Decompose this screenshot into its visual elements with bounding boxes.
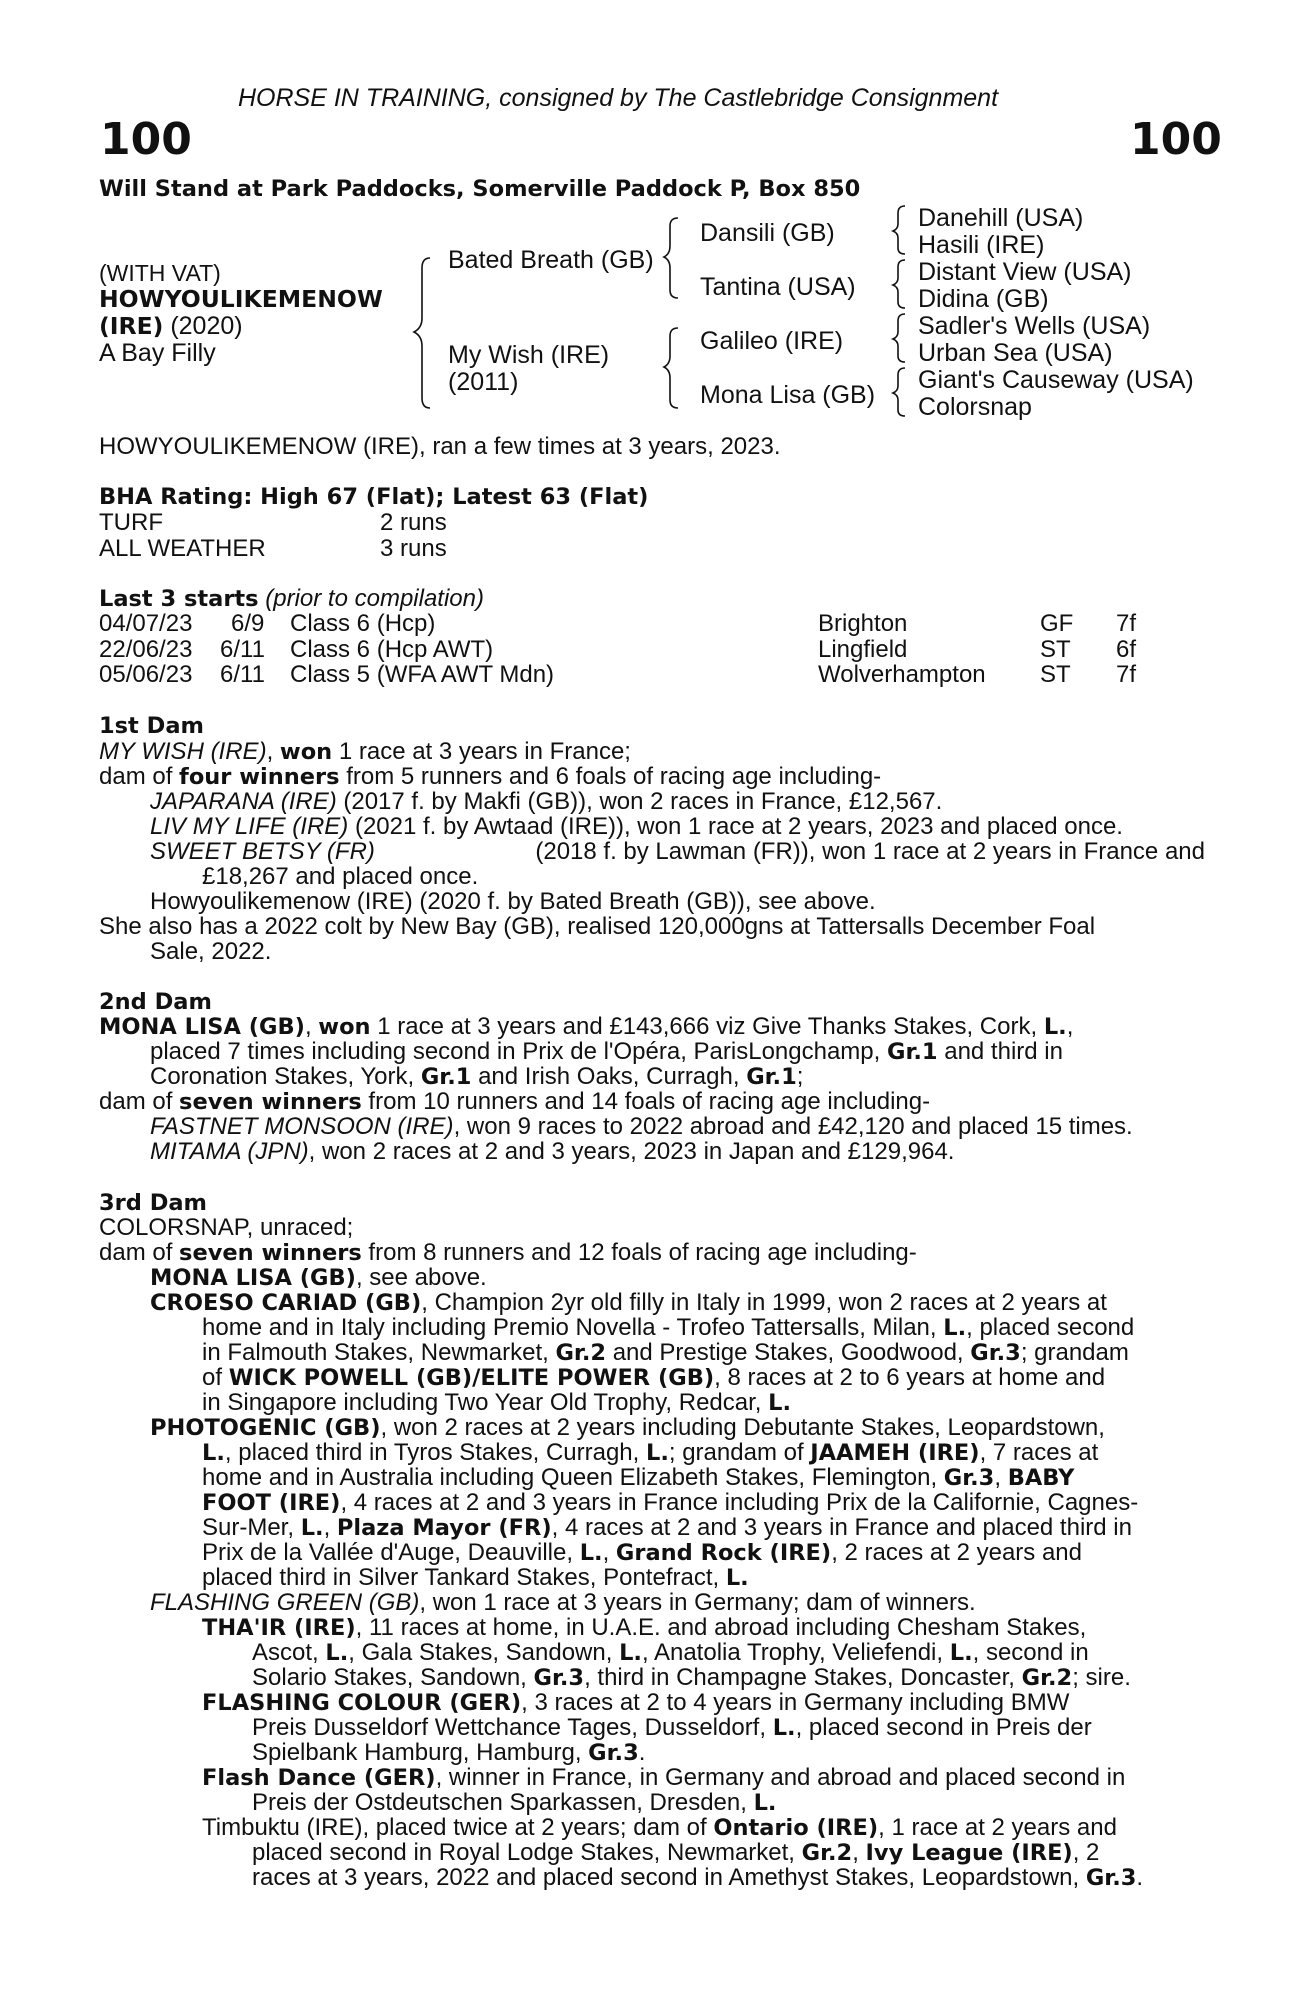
pedigree-ssd: Hasili (IRE) [918,231,1045,259]
dam3-photo-5: Sur-Mer, L., Plaza Mayor (FR), 4 races at 2 and 3 years in France and placed third in [202,1514,1132,1541]
dam3-photo-4: FOOT (IRE), 4 races at 2 and 3 years in France including Prix de la Californie, Cagnes- [202,1489,1139,1516]
horse-sex: A Bay Filly [99,339,216,367]
dam3-photo-2: L., placed third in Tyros Stakes, Curragh, L.; grandam of JAAMEH (IRE), 7 races at [202,1439,1099,1466]
start-distance: 6f [1116,636,1137,663]
dam1-progeny-3b: £18,267 and placed once. [202,863,479,890]
dam1-winners: four winners [179,764,340,790]
dam3-croeso-3: in Falmouth Stakes, Newmarket, Gr.2 and Prestige Stakes, Goodwood, Gr.3; grandam [202,1339,1129,1366]
dam3-croeso-4: of WICK POWELL (GB)/ELITE POWER (GB), 8 races at 2 to 6 years at home and [202,1364,1106,1391]
start-distance: 7f [1116,661,1137,688]
pedigree-dam-sire: Galileo (IRE) [700,327,844,355]
dam3-photo-1: PHOTOGENIC (GB), won 2 races at 2 years including Debutante Stakes, Leopardstown, [150,1414,1105,1441]
dam3-photo-6: Prix de la Vallée d'Auge, Deauville, L., Grand Rock (IRE), 2 races at 2 years and [202,1539,1082,1566]
dam1-progeny-3: SWEET BETSY (FR) (2018 f. by Lawman (FR)), won 1 race at 2 years in France and [150,838,1205,865]
vat-note: (WITH VAT) [99,260,221,286]
pedigree-sire-dam: Tantina (USA) [700,273,856,301]
starts-title: Last 3 starts [99,586,259,612]
dam3-name: COLORSNAP, unraced; [99,1214,354,1241]
dam1-note: She also has a 2022 colt by New Bay (GB), realised 120,000gns at Tattersalls December Foal [99,913,1096,940]
dam2-line-2: placed 7 times including second in Prix de l'Opéra, ParisLongchamp, Gr.1 and third in [150,1038,1063,1065]
dam3-fcolour-3: Spielbank Hamburg, Hamburg, Gr.3. [252,1739,646,1766]
start-position: 6/11 [220,636,265,663]
dam2-progeny-2: MITAMA (JPN), won 2 races at 2 and 3 years, 2023 in Japan and £129,964. [150,1138,955,1165]
dam1-won: won [279,739,333,765]
dam3-croeso-1: CROESO CARIAD (GB), Champion 2yr old filly in Italy in 1999, won 2 races at 2 years at [150,1289,1107,1316]
dam1-progeny-1: JAPARANA (IRE) (2017 f. by Makfi (GB)), won 2 races in France, £12,567. [150,788,943,815]
starts-note: (prior to compilation) [258,585,484,612]
lot-number-right: 100 [1130,114,1222,165]
start-date: 04/07/23 [99,610,193,637]
dam1-produce-line: dam of four winners from 5 runners and 6 foals of racing age including- [99,763,882,790]
dam2-progeny-1: FASTNET MONSOON (IRE), won 9 races to 2022 abroad and £42,120 and placed 15 times. [150,1113,1133,1140]
dam3-fcolour-2: Preis Dusseldorf Wettchance Tages, Dusseldorf, L., placed second in Preis der [252,1714,1092,1741]
pedigree-dam-year: (2011) [448,368,519,396]
dam2-produce-line: dam of seven winners from 10 runners and 14 foals of racing age including- [99,1088,931,1115]
horse-country: (IRE) [99,312,164,340]
dam2-heading: 2nd Dam [99,989,212,1015]
dam1-progeny-4: Howyoulikemenow (IRE) (2020 f. by Bated Breath (GB)), see above. [150,888,876,915]
start-course: Wolverhampton [818,661,986,688]
dam3-thair-3: Solario Stakes, Sandown, Gr.3, third in Champagne Stakes, Doncaster, Gr.2; sire. [252,1664,1131,1691]
pedigree-dam: My Wish (IRE) [448,341,610,369]
starts-heading [99,585,484,613]
start-race: Class 6 (Hcp AWT) [290,636,494,663]
pedigree-dds: Giant's Causeway (USA) [918,366,1194,394]
dam3-croeso-2: home and in Italy including Premio Novella - Trofeo Tattersalls, Milan, L., placed second [202,1314,1135,1341]
pedigree-sds: Distant View (USA) [918,258,1132,286]
start-going: GF [1040,610,1074,637]
pedigree-sss: Danehill (USA) [918,204,1084,232]
start-position: 6/11 [220,661,265,688]
horse-year: (2020) [163,312,243,340]
dam1-heading: 1st Dam [99,713,204,739]
pedigree-dam-dam: Mona Lisa (GB) [700,381,876,409]
pedigree-dsd: Urban Sea (USA) [918,339,1113,367]
dam3-flashgreen: FLASHING GREEN (GB), won 1 race at 3 years in Germany; dam of winners. [150,1589,976,1616]
start-race: Class 5 (WFA AWT Mdn) [290,661,555,688]
dam3-croeso-5: in Singapore including Two Year Old Trophy, Redcar, L. [202,1389,792,1416]
dam3-fdance-1: Flash Dance (GER), winner in France, in Germany and abroad and placed second in [202,1764,1126,1791]
dam1-name: MY WISH (IRE) [99,738,267,765]
lot-number-left: 100 [100,114,192,165]
stand-location: Will Stand at Park Paddocks, Somerville Paddock P, Box 850 [99,176,861,202]
dam3-photo-7: placed third in Silver Tankard Stakes, Pontefract, L. [202,1564,749,1591]
dam3-progeny-mona: MONA LISA (GB), see above. [150,1264,487,1291]
start-position: 6/9 [231,610,265,637]
dam1-line: MY WISH (IRE), won 1 race at 3 years in France; [99,738,631,765]
start-course: Lingfield [818,636,908,663]
surface-aw-runs: 3 runs [380,535,447,562]
pedigree-ddd: Colorsnap [918,393,1032,421]
dam2-name: MONA LISA (GB) [99,1014,305,1040]
dam3-thair-1: THA'IR (IRE), 11 races at home, in U.A.E. and abroad including Chesham Stakes, [202,1614,1087,1641]
dam3-thair-2: Ascot, L., Gala Stakes, Sandown, L., Anatolia Trophy, Veliefendi, L., second in [252,1639,1089,1666]
start-date: 05/06/23 [99,661,193,688]
surface-turf-label: TURF [99,509,163,536]
dam3-produce-line: dam of seven winners from 8 runners and 12 foals of racing age including- [99,1239,917,1266]
bha-rating: BHA Rating: High 67 (Flat); Latest 63 (Flat) [99,484,649,510]
dam3-photo-3: home and in Australia including Queen Elizabeth Stakes, Flemington, Gr.3, BABY [202,1464,1075,1491]
dam3-timbuktu-2: placed second in Royal Lodge Stakes, Newmarket, Gr.2, Ivy League (IRE), 2 [252,1839,1100,1866]
start-course: Brighton [818,610,908,637]
start-going: ST [1040,661,1071,688]
dam2-line-1: MONA LISA (GB), won 1 race at 3 years and £143,666 viz Give Thanks Stakes, Cork, L., [99,1013,1074,1040]
dam2-line-3: Coronation Stakes, York, Gr.1 and Irish Oaks, Curragh, Gr.1; [150,1063,804,1090]
surface-aw-label: ALL WEATHER [99,535,266,562]
horse-name: HOWYOULIKEMENOW [99,285,383,313]
dam3-heading: 3rd Dam [99,1190,207,1216]
surface-turf-runs: 2 runs [380,509,447,536]
pedigree-sire: Bated Breath (GB) [448,246,654,274]
dam3-fdance-2: Preis der Ostdeutschen Sparkassen, Dresden, L. [252,1789,777,1816]
dam3-timbuktu-3: races at 3 years, 2022 and placed second in Amethyst Stakes, Leopardstown, Gr.3. [252,1864,1144,1891]
start-going: ST [1040,636,1071,663]
race-summary: HOWYOULIKEMENOW (IRE), ran a few times at 3 years, 2023. [99,433,781,460]
consignment-header: HORSE IN TRAINING, consigned by The Castlebridge Consignment [238,84,999,112]
dam1-note-b: Sale, 2022. [150,938,272,965]
dam3-fcolour-1: FLASHING COLOUR (GER), 3 races at 2 to 4 years in Germany including BMW [202,1689,1070,1716]
pedigree-sdd: Didina (GB) [918,285,1049,313]
start-race: Class 6 (Hcp) [290,610,436,637]
pedigree-sire-sire: Dansili (GB) [700,219,835,247]
start-date: 22/06/23 [99,636,193,663]
dam1-progeny-2: LIV MY LIFE (IRE) (2021 f. by Awtaad (IRE)), won 1 race at 2 years, 2023 and placed once. [150,813,1123,840]
pedigree-dss: Sadler's Wells (USA) [918,312,1151,340]
start-distance: 7f [1116,610,1137,637]
dam3-timbuktu-1: Timbuktu (IRE), placed twice at 2 years; dam of Ontario (IRE), 1 race at 2 years and [202,1814,1117,1841]
